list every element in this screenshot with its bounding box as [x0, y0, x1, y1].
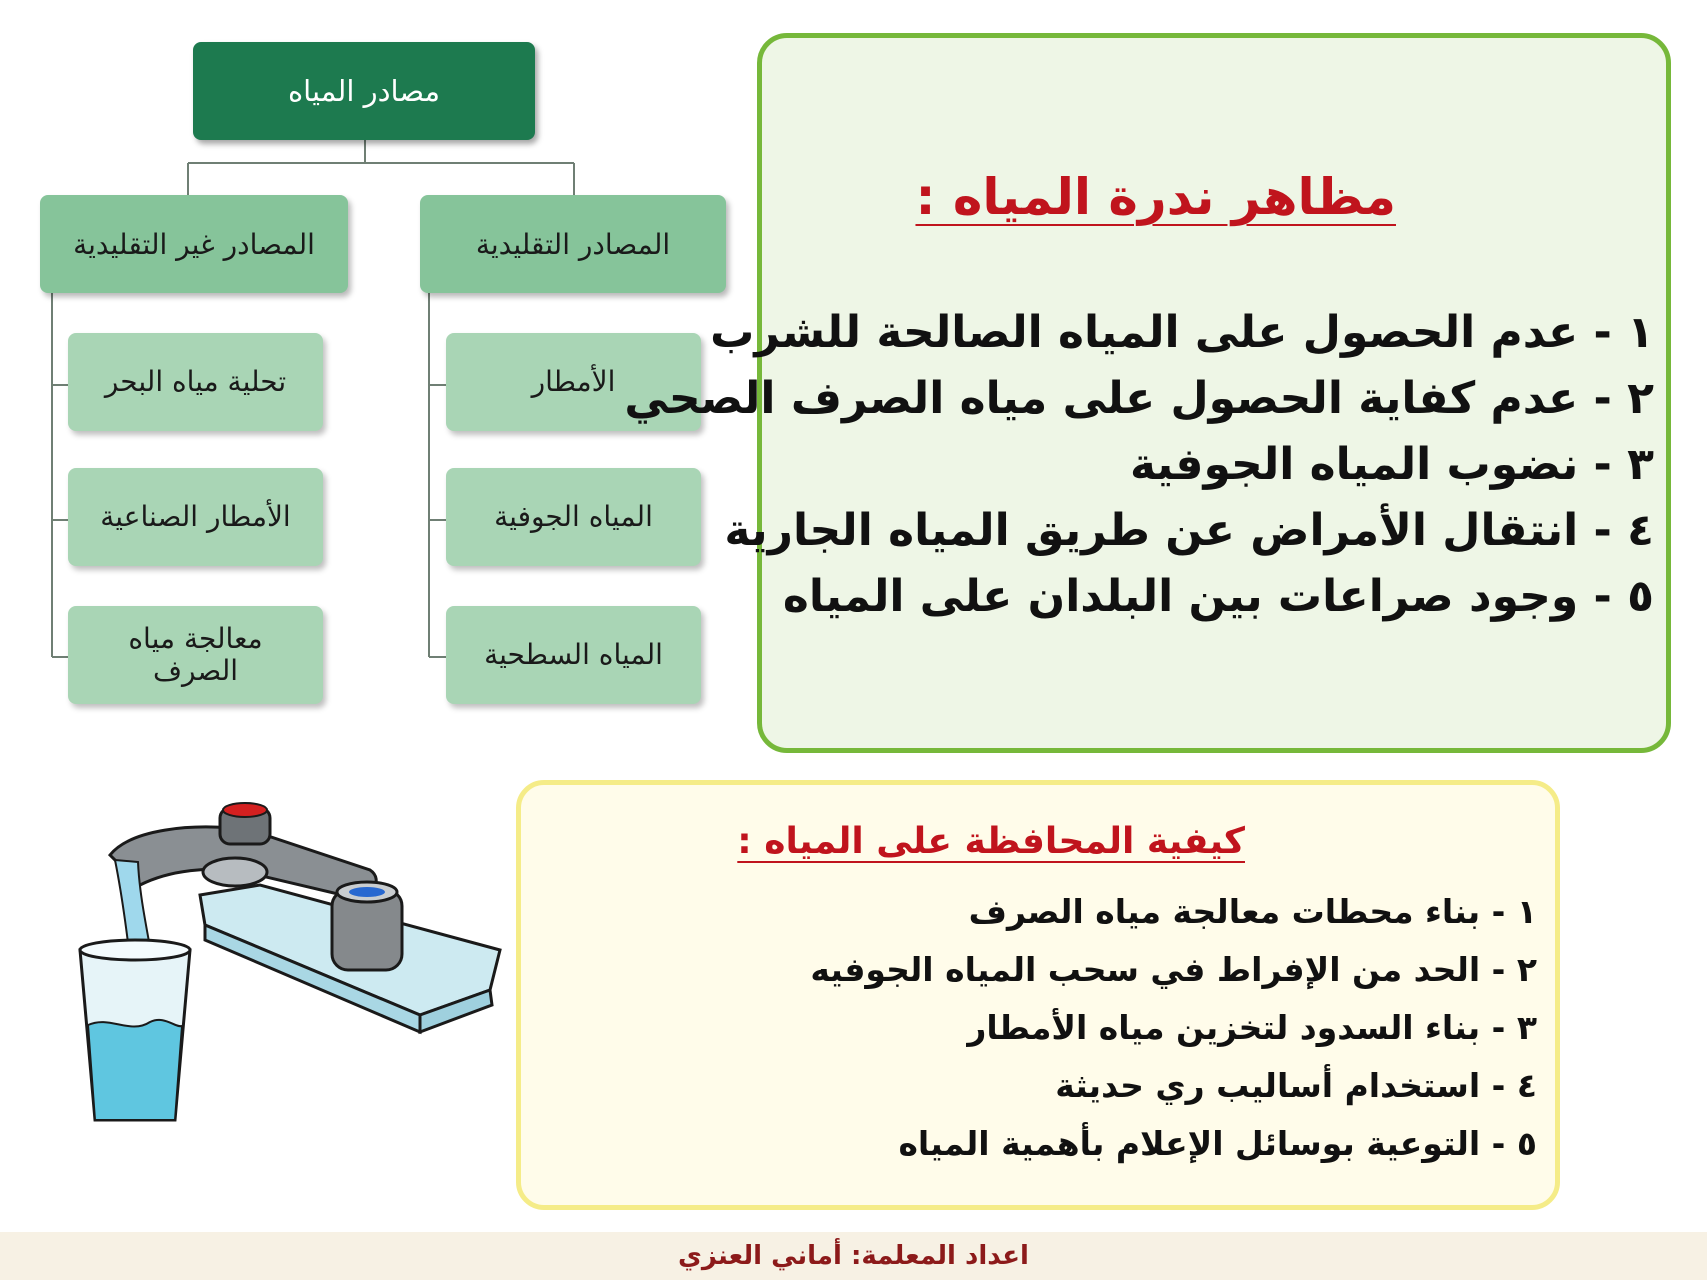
non-traditional-item-label: تحلية مياه البحر [104, 364, 287, 398]
traditional-sources-label: المصادر التقليدية [475, 227, 671, 261]
list-item: ١ - بناء محطات معالجة مياه الصرف [968, 892, 1537, 931]
water-conservation-box [516, 780, 1560, 1210]
water-scarcity-title: مظاهر ندرة المياه : [915, 168, 1396, 226]
water-scarcity-list [624, 300, 1654, 630]
water-conservation-title: كيفية المحافظة على المياه : [737, 821, 1245, 862]
list-item: ٥ - التوعية بوسائل الإعلام بأهمية المياه [898, 1124, 1537, 1163]
non-traditional-sources-label: المصادر غير التقليدية [73, 227, 315, 261]
footer-bar [0, 1232, 1707, 1280]
list-item: ٢ - عدم كفاية الحصول على مياه الصرف الصحي [624, 373, 1654, 424]
list-item: ٤ - استخدام أساليب ري حديثة [1055, 1066, 1537, 1105]
diagram-root-label: مصادر المياه [287, 74, 441, 108]
list-item: ٥ - وجود صراعات بين البلدان على المياه [782, 571, 1654, 622]
non-traditional-item-node [68, 468, 323, 566]
non-traditional-sources-node [40, 195, 348, 293]
traditional-item-label: المياه الجوفية [494, 499, 653, 533]
non-traditional-item-label: معالجة مياه الصرف [128, 621, 263, 687]
diagram-root-node [193, 42, 535, 140]
non-traditional-item-node [68, 333, 323, 431]
list-item: ٣ - نضوب المياه الجوفية [1130, 439, 1654, 490]
list-item: ٤ - انتقال الأمراض عن طريق المياه الجارية [724, 505, 1654, 556]
water-conservation-list [810, 883, 1537, 1173]
non-traditional-item-label: الأمطار الصناعية [100, 499, 291, 533]
traditional-sources-node [420, 195, 726, 293]
traditional-item-label: المياه السطحية [484, 637, 663, 671]
traditional-item-label: الأمطار [531, 364, 616, 398]
non-traditional-item-node [68, 606, 323, 704]
teacher-credit: اعداد المعلمة: أماني العنزي [678, 1241, 1029, 1271]
faucet-glass-illustration [70, 800, 510, 1130]
water-scarcity-box [624, 33, 1671, 753]
list-item: ١ - عدم الحصول على المياه الصالحة للشرب [710, 307, 1654, 358]
list-item: ٣ - بناء السدود لتخزين مياه الأمطار [967, 1008, 1537, 1047]
list-item: ٢ - الحد من الإفراط في سحب المياه الجوفيه [810, 950, 1537, 989]
